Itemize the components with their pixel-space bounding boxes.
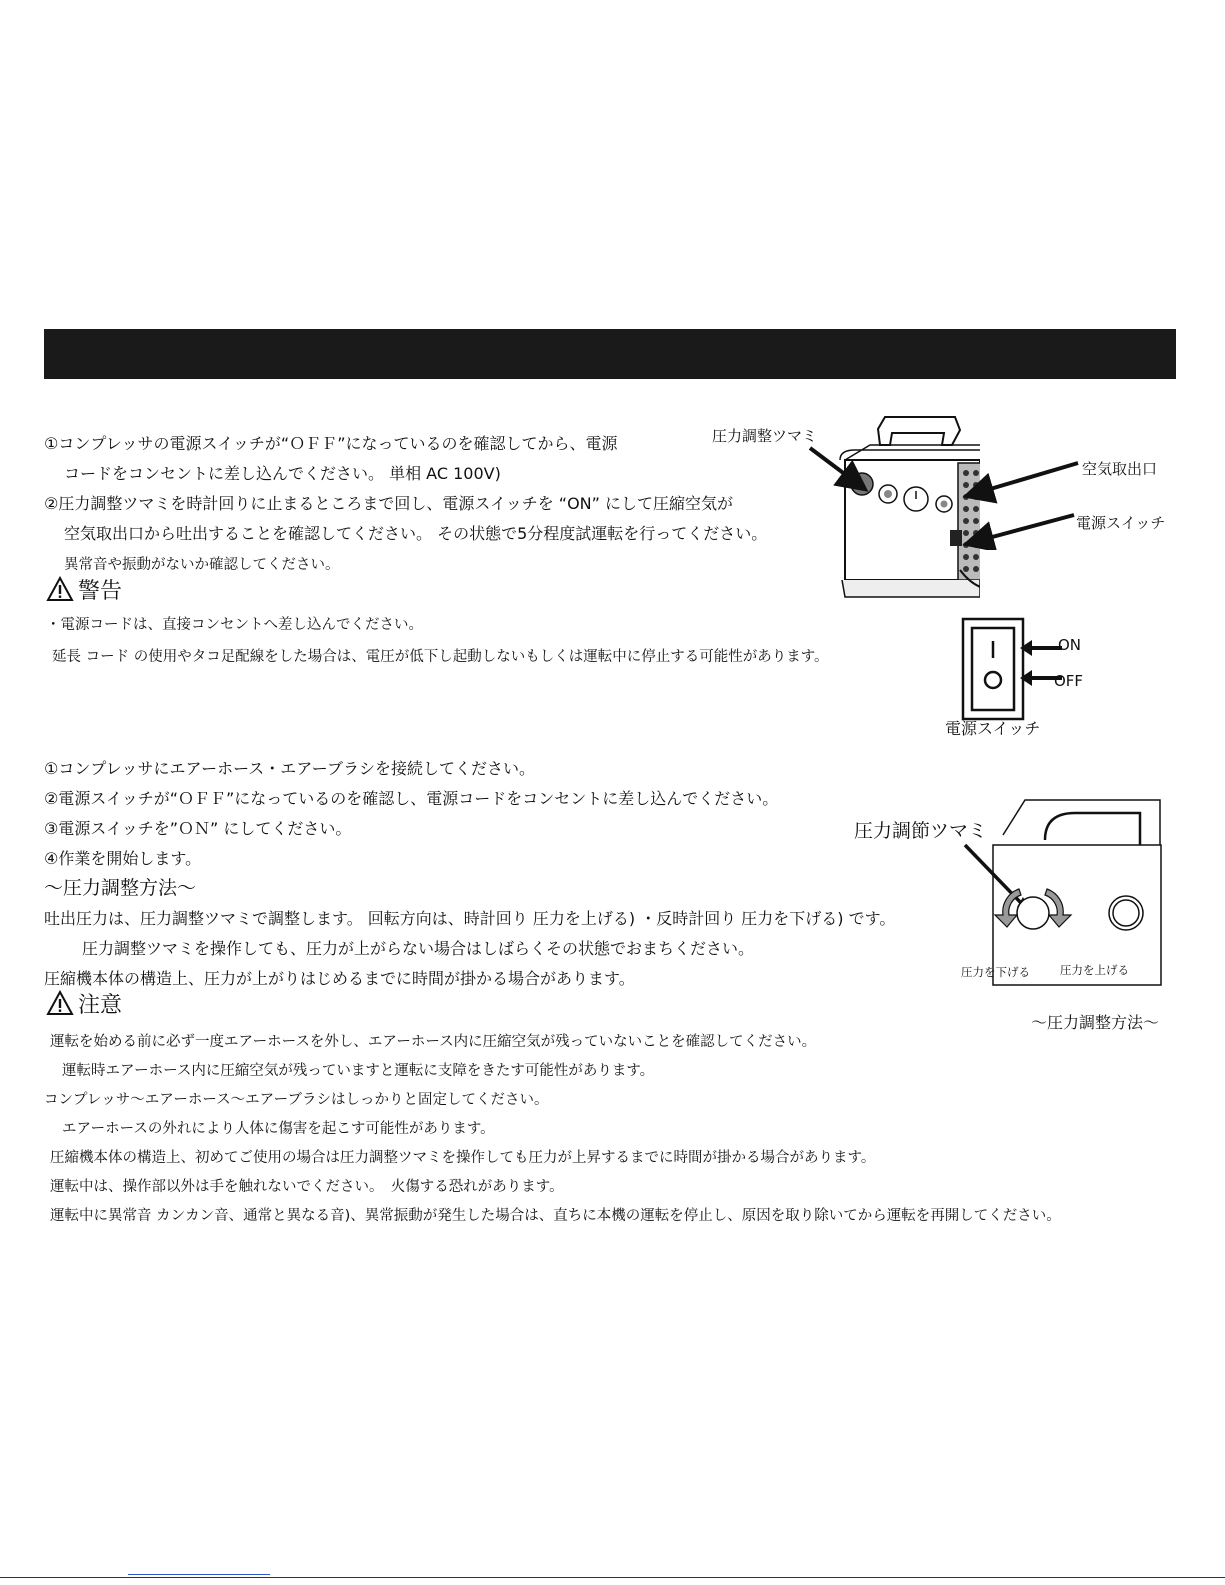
op-step-4: ④作業を開始します。 — [44, 849, 202, 868]
switch-caption: 電源スイッチ — [945, 719, 1041, 738]
step-2-line-1: ②圧力調整ツマミを時計回りに止まるところまで回し、電源スイッチを “ON” にして圧縮空気が — [44, 494, 734, 513]
footer-rule — [0, 1577, 1225, 1578]
caution-title: 注意 — [78, 993, 123, 1018]
op-step-1: ①コンプレッサにエアーホース・エアーブラシを接続してください。 — [44, 759, 535, 778]
label-pressure-knob: 圧力調整ツマミ — [712, 427, 818, 445]
caution-line-6: 運転中は、操作部以外は手を触れないでください。 火傷する恐れがあります。 — [50, 1179, 564, 1195]
caution-line-4: エアーホースの外れにより人体に傷害を起こす可能性があります。 — [62, 1121, 495, 1137]
method-line-1: 吐出圧力は、圧力調整ツマミで調整します。 回転方向は、時計回り 圧力を上げる) ・反時計回り 圧力を下げる) です。 — [44, 909, 896, 928]
warning-title: 警告 — [78, 579, 123, 604]
method-line-2: 圧力調整ツマミを操作しても、圧力が上がらない場合はしばらくその状態でおまちください。 — [82, 939, 755, 958]
op-step-2: ②電源スイッチが“ＯＦＦ”になっているのを確認し、電源コードをコンセントに差し込んでください。 — [44, 789, 779, 808]
caution-line-2: 運転時エアーホース内に圧縮空気が残っていますと運転に支障をきたす可能性があります。 — [62, 1063, 655, 1079]
method-title: ～圧力調整方法～ — [44, 877, 197, 899]
step-2-line-3: 異常音や振動がないか確認してください。 — [64, 557, 340, 573]
section-header-bar — [44, 329, 1176, 379]
method-line-3: 圧縮機本体の構造上、圧力が上がりはじめるまでに時間が掛かる場合があります。 — [44, 969, 635, 988]
warning-line-2: 延長 コード の使用やタコ足配線をした場合は、電圧が低下し起動しないもしくは運転中に停止する可能性があります。 — [52, 649, 829, 665]
label-power-switch: 電源スイッチ — [1076, 514, 1166, 532]
caution-heading — [46, 988, 122, 1019]
warning-heading — [46, 574, 122, 605]
warning-line-1: ・電源コードは、直接コンセントへ差し込んでください。 — [46, 617, 423, 633]
caution-triangle-icon — [46, 990, 74, 1016]
caution-line-5: 圧縮機本体の構造上、初めてご使用の場合は圧力調整ツマミを操作しても圧力が上昇するまでに時間が掛かる場合があります。 — [50, 1150, 876, 1166]
label-pressure-adjust-knob: 圧力調節ツマミ — [854, 820, 988, 842]
label-air-outlet: 空気取出口 — [1082, 460, 1158, 478]
knob-circle — [1017, 897, 1049, 929]
callout-arrows — [760, 440, 1170, 550]
switch-off-label: OFF — [1054, 672, 1084, 690]
caution-line-7: 運転中に異常音 カンカン音、通常と異なる音)、異常振動が発生した場合は、直ちに本機の運転を停止し、原因を取り除いてから運転を再開してください。 — [50, 1208, 1061, 1224]
figure2-caption: ～圧力調整方法～ — [1031, 1013, 1160, 1032]
op-step-3: ③電源スイッチを”ＯＮ” にしてください。 — [44, 819, 352, 838]
step-2-line-2: 空気取出口から吐出することを確認してください。 その状態で5分程度試運転を行ってください。 — [64, 524, 768, 543]
label-increase-pressure: 圧力を上げる — [1060, 963, 1129, 977]
warning-triangle-icon — [46, 576, 74, 602]
caution-line-1: 運転を始める前に必ず一度エアーホースを外し、エアーホース内に圧縮空気が残っていないことを確認してください。 — [50, 1034, 817, 1050]
footer-link-underline — [128, 1574, 270, 1575]
step-1-line-1: ①コンプレッサの電源スイッチが“ＯＦＦ”になっているのを確認してから、電源 — [44, 434, 618, 453]
caution-line-3: コンプレッサ～エアーホース～エアーブラシはしっかりと固定してください。 — [44, 1092, 549, 1108]
switch-on-label: ON — [1058, 636, 1082, 654]
step-1-line-2: コードをコンセントに差し込んでください。 単相 AC 100V) — [64, 464, 501, 483]
label-decrease-pressure: 圧力を下げる — [961, 965, 1030, 979]
